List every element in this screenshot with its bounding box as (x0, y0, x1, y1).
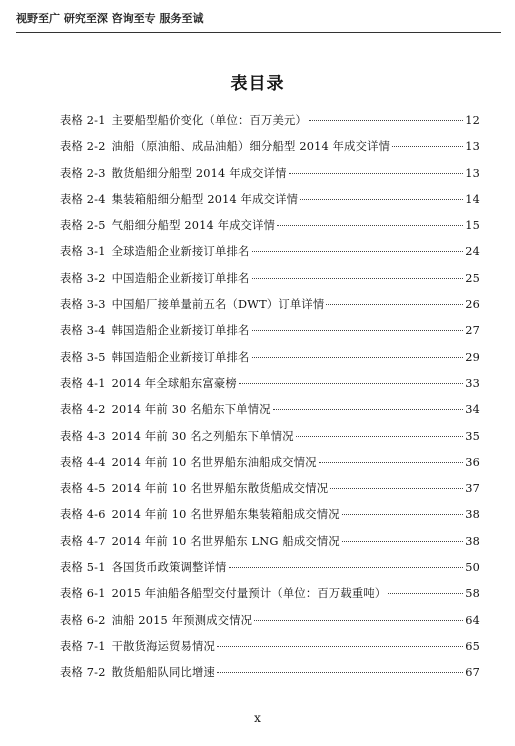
toc-entry-page: 50 (465, 561, 480, 575)
page-title: 表目录 (230, 74, 285, 94)
toc-entry-text: 2014 年前 10 名世界船东集装箱船成交情况 (111, 508, 340, 522)
toc-entry-text: 集装箱船细分船型 2014 年成交详情 (111, 192, 299, 206)
dot-leader (392, 146, 463, 147)
dot-leader (330, 488, 463, 489)
toc-entry-page: 13 (465, 140, 480, 154)
toc-entry-label: 表格 3-1 (60, 245, 106, 259)
toc-entry-label: 表格 4-1 (60, 376, 106, 390)
dot-leader (388, 593, 463, 594)
toc-entry-page: 34 (465, 403, 480, 417)
toc-entry-label: 表格 7-2 (60, 666, 106, 680)
toc-entry-page: 67 (465, 666, 480, 680)
toc-entry[interactable] (60, 165, 480, 191)
toc-entry[interactable] (60, 296, 480, 322)
toc-entry-label: 表格 2-1 (60, 114, 106, 127)
toc-entry-text: 韩国造船企业新接订单排名 (111, 324, 250, 338)
toc-entry-label: 表格 3-3 (60, 298, 106, 312)
toc-entry-page: 37 (465, 482, 480, 496)
toc-entry-page: 29 (465, 350, 480, 364)
toc-entry-text: 油船（原油船、成品油船）细分船型 2014 年成交详情 (111, 140, 391, 154)
toc-entry-page: 64 (465, 613, 480, 627)
table-of-contents (60, 112, 480, 691)
dot-leader (273, 409, 463, 410)
toc-entry-label: 表格 2-3 (60, 166, 106, 180)
dot-leader (296, 436, 463, 437)
toc-entry[interactable] (60, 112, 480, 138)
toc-entry-label: 表格 4-2 (60, 403, 106, 417)
toc-entry-label: 表格 2-5 (60, 219, 106, 233)
toc-entry[interactable] (60, 191, 480, 217)
dot-leader (342, 541, 463, 542)
toc-entry-text: 散货船船队同比增速 (111, 666, 216, 680)
toc-entry-label: 表格 3-5 (60, 350, 106, 364)
dot-leader (239, 383, 463, 384)
dot-leader (342, 514, 463, 515)
toc-entry-label: 表格 4-4 (60, 455, 106, 469)
toc-entry-text: 2014 年前 10 名世界船东散货船成交情况 (111, 482, 329, 496)
toc-entry-label: 表格 7-1 (60, 639, 106, 653)
toc-entry-page: 13 (465, 166, 480, 180)
toc-entry[interactable] (60, 454, 480, 480)
toc-entry-label: 表格 3-4 (60, 324, 106, 338)
toc-entry[interactable] (60, 585, 480, 611)
toc-entry-label: 表格 5-1 (60, 561, 106, 575)
dot-leader (326, 304, 463, 305)
toc-entry-page: 38 (465, 534, 480, 548)
toc-entry-page: 27 (465, 324, 480, 338)
toc-entry-page: 33 (465, 376, 480, 390)
toc-entry-text: 主要船型船价变化（单位：百万美元） (111, 114, 308, 127)
toc-entry-text: 干散货海运贸易情况 (111, 639, 216, 653)
toc-entry[interactable] (60, 217, 480, 243)
dot-leader (319, 462, 463, 463)
toc-entry-label: 表格 4-5 (60, 482, 106, 496)
toc-entry-label: 表格 6-1 (60, 587, 106, 601)
dot-leader (229, 567, 464, 568)
toc-entry[interactable] (60, 506, 480, 532)
toc-entry-text: 中国造船企业新接订单排名 (111, 271, 250, 285)
toc-entry[interactable] (60, 664, 480, 690)
toc-entry-label: 表格 3-2 (60, 271, 106, 285)
toc-entry-page: 25 (465, 271, 480, 285)
toc-entry[interactable] (60, 612, 480, 638)
toc-entry[interactable] (60, 533, 480, 559)
dot-leader (300, 199, 463, 200)
toc-entry-page: 24 (465, 245, 480, 259)
toc-entry[interactable] (60, 243, 480, 269)
toc-entry[interactable] (60, 428, 480, 454)
toc-entry[interactable] (60, 138, 480, 164)
toc-entry-label: 表格 4-6 (60, 508, 106, 522)
dot-leader (217, 672, 463, 673)
dot-leader (254, 620, 463, 621)
dot-leader (309, 120, 463, 121)
toc-entry-text: 气船细分船型 2014 年成交详情 (111, 219, 276, 233)
toc-entry-label: 表格 4-7 (60, 534, 106, 548)
toc-entry-label: 表格 2-2 (60, 140, 106, 154)
toc-entry[interactable] (60, 480, 480, 506)
dot-leader (252, 278, 464, 279)
toc-entry-text: 中国船厂接单量前五名（DWT）订单详情 (111, 298, 325, 312)
toc-entry-label: 表格 6-2 (60, 613, 106, 627)
toc-entry-page: 36 (465, 455, 480, 469)
toc-entry[interactable] (60, 401, 480, 427)
toc-entry-page: 35 (465, 429, 480, 443)
toc-entry[interactable] (60, 349, 480, 375)
toc-entry-text: 2014 年前 10 名世界船东油船成交情况 (111, 455, 317, 469)
toc-entry-page: 26 (465, 298, 480, 312)
dot-leader (252, 357, 464, 358)
toc-entry-page: 15 (465, 219, 480, 233)
toc-entry-label: 表格 2-4 (60, 192, 106, 206)
toc-entry[interactable] (60, 559, 480, 585)
page-number: x (254, 711, 261, 725)
toc-entry-text: 2014 年前 30 名之列船东下单情况 (111, 429, 294, 443)
toc-entry-text: 各国货币政策调整详情 (111, 561, 227, 575)
dot-leader (252, 251, 464, 252)
toc-entry-text: 韩国造船企业新接订单排名 (111, 350, 250, 364)
toc-entry-text: 油船 2015 年预测成交情况 (111, 613, 253, 627)
toc-entry[interactable] (60, 375, 480, 401)
dot-leader (252, 330, 464, 331)
toc-entry-page: 38 (465, 508, 480, 522)
page-header: 视野至广 研究至深 咨询至专 服务至诚 (16, 10, 501, 33)
toc-entry-page: 58 (465, 587, 480, 601)
toc-entry-text: 2015 年油船各船型交付量预计（单位：百万载重吨） (111, 587, 387, 601)
dot-leader (289, 173, 464, 174)
toc-entry-page: 12 (465, 114, 480, 127)
dot-leader (217, 646, 463, 647)
toc-entry[interactable] (60, 322, 480, 348)
toc-entry-text: 散货船细分船型 2014 年成交详情 (111, 166, 287, 180)
dot-leader (277, 225, 463, 226)
toc-entry-text: 全球造船企业新接订单排名 (111, 245, 250, 259)
toc-entry-page: 65 (465, 639, 480, 653)
toc-entry-label: 表格 4-3 (60, 429, 106, 443)
toc-entry[interactable] (60, 638, 480, 664)
toc-entry-page: 14 (465, 192, 480, 206)
toc-entry-text: 2014 年全球船东富豪榜 (111, 376, 237, 390)
toc-entry-text: 2014 年前 10 名世界船东 LNG 船成交情况 (111, 534, 340, 548)
toc-entry-text: 2014 年前 30 名船东下单情况 (111, 403, 271, 417)
toc-entry[interactable] (60, 270, 480, 296)
